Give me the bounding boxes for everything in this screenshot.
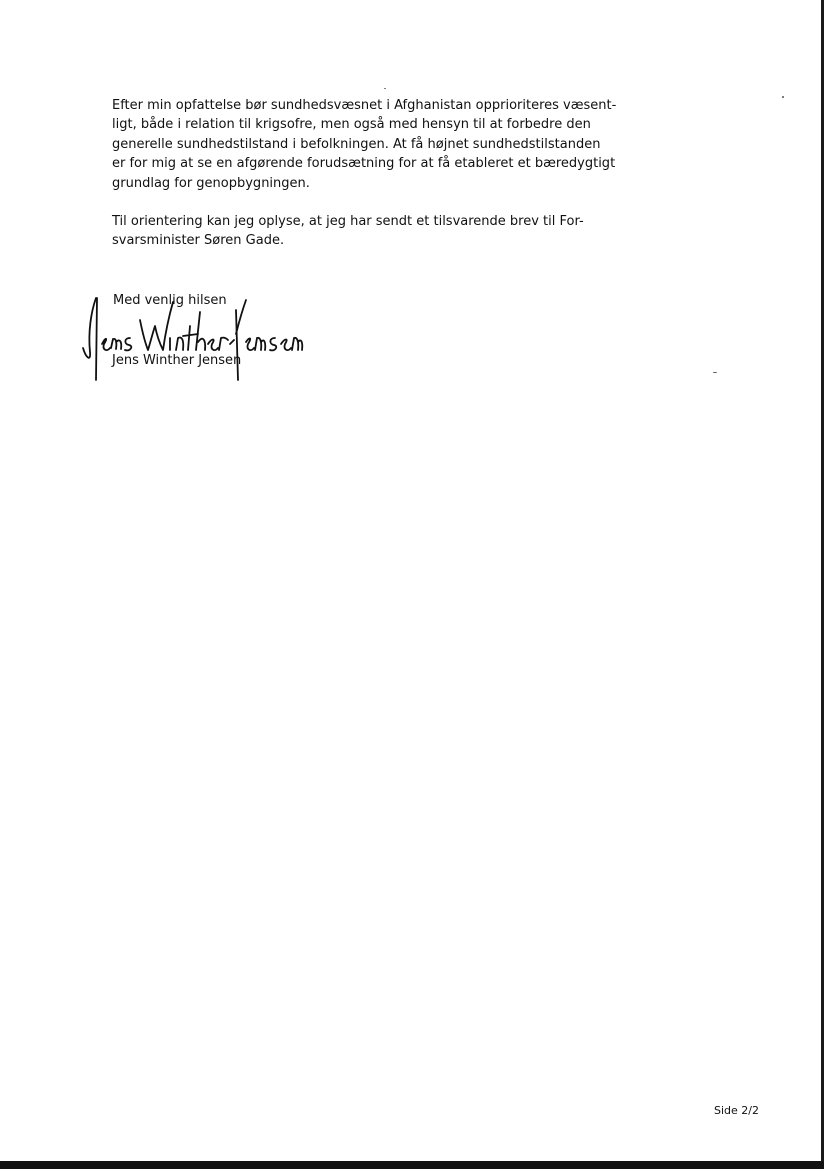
- scan-speck: [782, 96, 784, 98]
- body-paragraph: Til orientering kan jeg oplyse, at jeg har sendt et tilsvarende brev til For- svarsminister Søren Gade.: [112, 214, 584, 249]
- handwritten-signature: [78, 292, 318, 384]
- scan-border-bottom: [0, 1161, 824, 1169]
- closing-salutation: Med venlig hilsen: [113, 293, 227, 308]
- letter-body: [112, 96, 632, 251]
- scan-speck: [384, 88, 386, 89]
- scan-speck: [713, 372, 717, 373]
- page-number: Side 2/2: [714, 1104, 759, 1117]
- body-paragraph: Efter min opfattelse bør sundhedsvæsnet i Afghanistan opprioriteres væsent- ligt, både i relation til krigsofre, men også med hensyn til at forbedre den generelle sundhedstilstand i befolkningen. At få højnet sundhedstilstanden er for mig at se en afgørende forudsætning for at få etableret et bæredygtigt grundlag for genopbygningen.: [112, 98, 617, 191]
- signer-name: Jens Winther Jensen: [112, 353, 242, 368]
